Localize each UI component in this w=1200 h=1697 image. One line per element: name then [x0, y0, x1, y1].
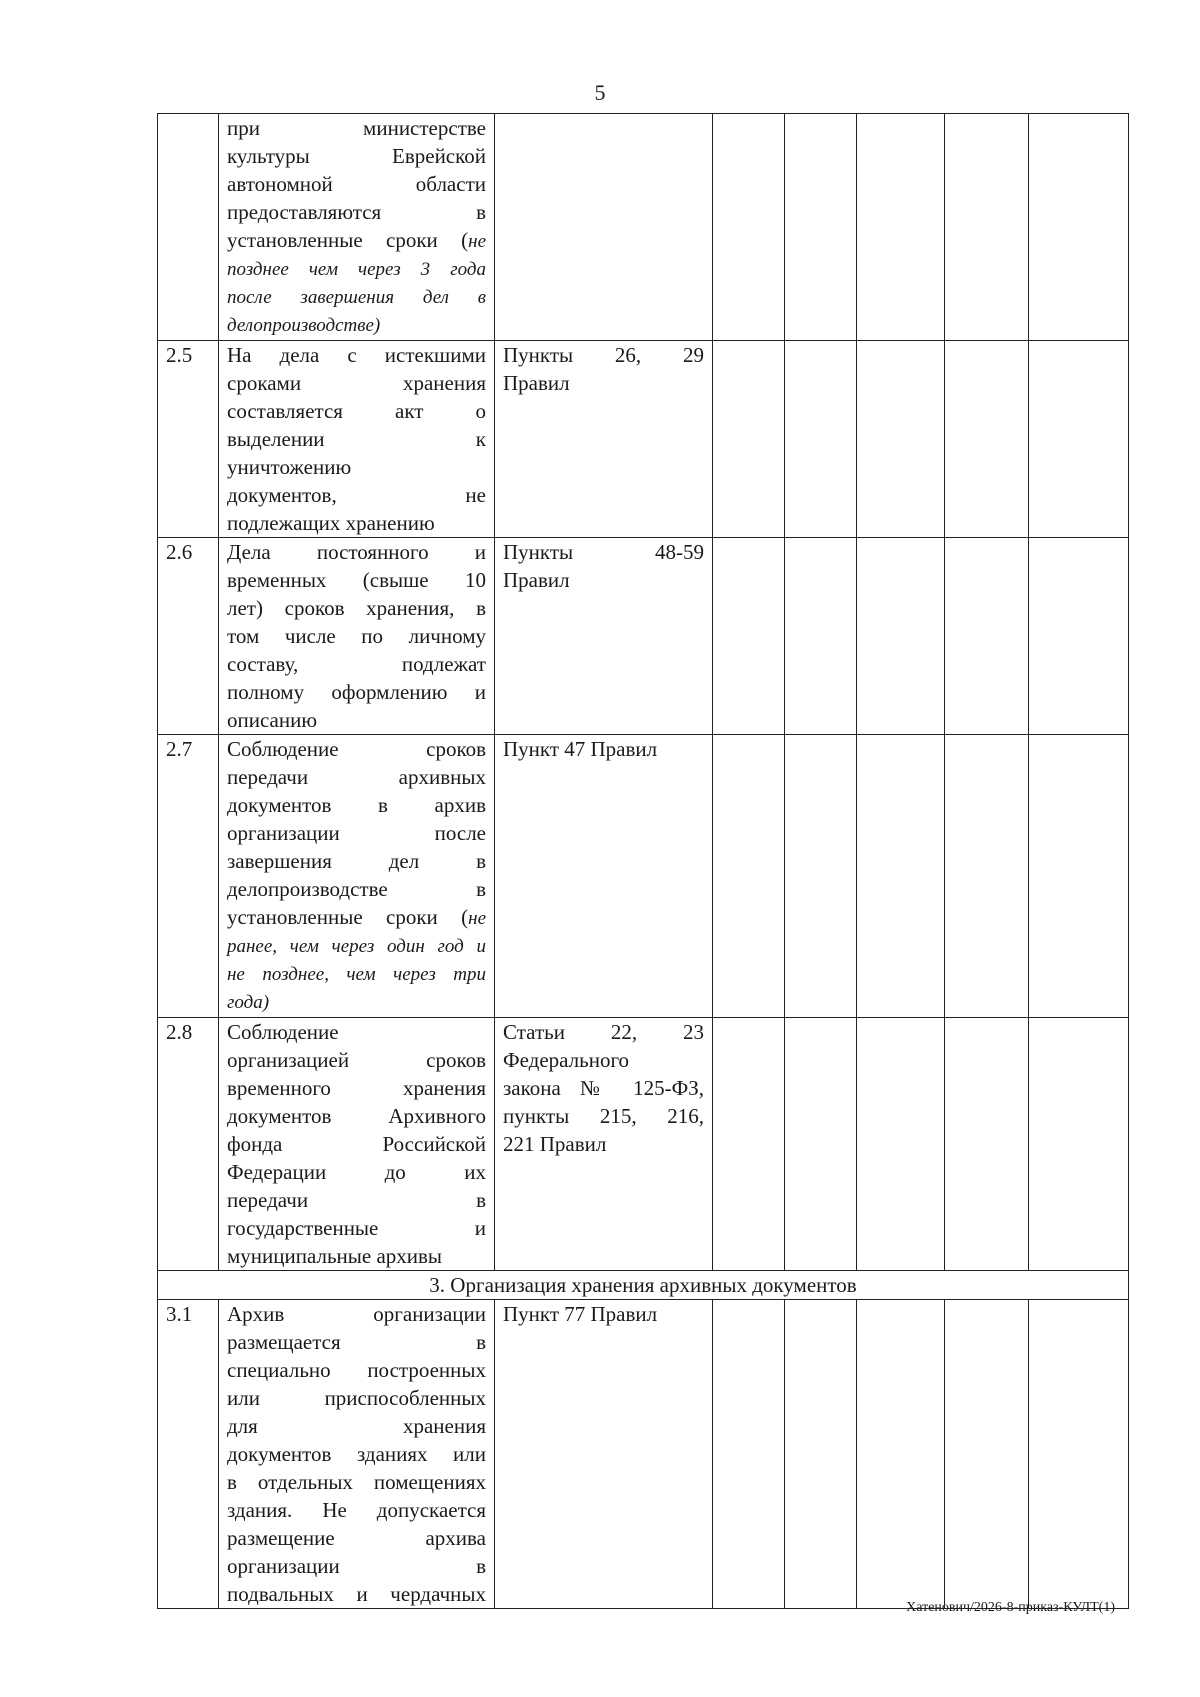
text-line: размещение архива [227, 1526, 486, 1550]
table-row [158, 114, 1129, 341]
text-line: организации в [227, 1554, 486, 1578]
text-line: передачи в [227, 1188, 486, 1212]
text-line: описанию [227, 708, 318, 732]
empty-answer-cell [945, 114, 1029, 341]
empty-answer-cell [1029, 735, 1129, 1018]
text-line: подвальных и чердачных [227, 1582, 486, 1606]
empty-answer-cell [1029, 1300, 1129, 1609]
text-line: ранее, чем через один год и [227, 936, 486, 957]
section-heading: 3. Организация хранения архивных документов [158, 1271, 1129, 1300]
text-line: специально построенных [227, 1358, 486, 1382]
text-line: временных (свыше 10 [227, 568, 486, 592]
text-line: Статьи 22, 23 [503, 1020, 704, 1044]
text-line: автономной области [227, 172, 486, 196]
text-line: организацией сроков [227, 1048, 486, 1072]
empty-answer-cell [785, 538, 857, 735]
text-line: установленные сроки (не [227, 228, 486, 252]
table-body [158, 114, 1129, 1609]
table-row [158, 1300, 1129, 1609]
legal-reference-cell [495, 341, 713, 538]
text-line: лет) сроков хранения, в [227, 596, 486, 620]
empty-answer-cell [785, 735, 857, 1018]
text-line: 221 Правил [503, 1132, 607, 1156]
text-line: Пункт 77 Правил [503, 1302, 658, 1326]
text-line: подлежащих хранению [227, 511, 435, 535]
text-line: документов, не [227, 483, 486, 507]
requirement-cell [219, 538, 495, 735]
item-number-cell [158, 114, 219, 341]
text-line: передачи архивных [227, 765, 486, 789]
item-number-cell: 2.6 [158, 538, 219, 735]
text-line: культуры Еврейской [227, 144, 486, 168]
empty-answer-cell [945, 341, 1029, 538]
item-number-cell: 3.1 [158, 1300, 219, 1609]
empty-answer-cell [945, 1018, 1029, 1271]
text-line: составляется акт о [227, 399, 486, 423]
text-line: том числе по личному [227, 624, 486, 648]
empty-answer-cell [785, 114, 857, 341]
text-line: размещается в [227, 1330, 486, 1354]
section-heading-row [158, 1271, 1129, 1300]
text-line: уничтожению [227, 455, 352, 479]
text-line: при министерстве [227, 116, 486, 140]
text-line: или приспособленных [227, 1386, 486, 1410]
text-line: На дела с истекшими [227, 343, 486, 367]
empty-answer-cell [857, 341, 945, 538]
text-line: закона № 125-ФЗ, [503, 1076, 704, 1100]
text-line: Архив организации [227, 1302, 486, 1326]
empty-answer-cell [857, 114, 945, 341]
text-line: Пункты 48-59 [503, 540, 704, 564]
requirement-cell [219, 735, 495, 1018]
text-line: муниципальные архивы [227, 1244, 443, 1268]
empty-answer-cell [713, 1018, 785, 1271]
text-line: государственные и [227, 1216, 486, 1240]
text-line: пункты 215, 216, [503, 1104, 704, 1128]
text-line: Дела постоянного и [227, 540, 486, 564]
empty-answer-cell [857, 538, 945, 735]
text-line: Правил [503, 568, 570, 592]
text-line: делопроизводстве в [227, 877, 486, 901]
legal-reference-cell [495, 735, 713, 1018]
text-line: выделении к [227, 427, 486, 451]
empty-answer-cell [857, 735, 945, 1018]
requirement-cell [219, 114, 495, 341]
item-number-cell: 2.5 [158, 341, 219, 538]
text-line: организации после [227, 821, 486, 845]
text-line: временного хранения [227, 1076, 486, 1100]
text-line: года) [227, 992, 270, 1013]
empty-answer-cell [713, 341, 785, 538]
table-row [158, 1018, 1129, 1271]
table-row [158, 538, 1129, 735]
empty-answer-cell [713, 735, 785, 1018]
text-line: после завершения дел в [227, 287, 486, 308]
text-line: Федерации до их [227, 1160, 486, 1184]
text-line: фонда Российской [227, 1132, 486, 1156]
text-line: составу, подлежат [227, 652, 486, 676]
footer-file-code: Хатенович/2026-8-приказ-КУЛТ(1) [906, 1600, 1115, 1615]
text-line: документов зданиях или [227, 1442, 486, 1466]
text-line: документов в архив [227, 793, 486, 817]
text-line: завершения дел в [227, 849, 486, 873]
empty-answer-cell [785, 341, 857, 538]
text-line: установленные сроки (не [227, 905, 486, 929]
legal-reference-cell [495, 1300, 713, 1609]
text-line: Пункты 26, 29 [503, 343, 704, 367]
table-row [158, 735, 1129, 1018]
requirement-cell [219, 1300, 495, 1609]
empty-answer-cell [1029, 114, 1129, 341]
text-line: здания. Не допускается [227, 1498, 486, 1522]
empty-answer-cell [945, 735, 1029, 1018]
empty-answer-cell [945, 538, 1029, 735]
empty-answer-cell [713, 538, 785, 735]
requirement-cell [219, 341, 495, 538]
text-line: Соблюдение сроков [227, 737, 486, 761]
text-line: сроками хранения [227, 371, 486, 395]
text-line: позднее чем через 3 года [227, 259, 486, 280]
text-line: Правил [503, 371, 570, 395]
item-number-cell: 2.8 [158, 1018, 219, 1271]
text-line: для хранения [227, 1414, 486, 1438]
text-line: в отдельных помещениях [227, 1470, 486, 1494]
empty-answer-cell [1029, 538, 1129, 735]
text-line: документов Архивного [227, 1104, 486, 1128]
text-line: Соблюдение [227, 1020, 339, 1044]
checklist-table [157, 113, 1129, 1609]
legal-reference-cell [495, 114, 713, 341]
text-line: Пункт 47 Правил [503, 737, 658, 761]
legal-reference-cell [495, 1018, 713, 1271]
empty-answer-cell [1029, 1018, 1129, 1271]
text-line: делопроизводстве) [227, 315, 381, 336]
empty-answer-cell [1029, 341, 1129, 538]
text-line: не позднее, чем через три [227, 964, 486, 985]
text-line: предоставляются в [227, 200, 486, 224]
text-line: полному оформлению и [227, 680, 486, 704]
item-number-cell: 2.7 [158, 735, 219, 1018]
text-line: Федерального [503, 1048, 630, 1072]
empty-answer-cell [785, 1018, 857, 1271]
empty-answer-cell [857, 1300, 945, 1609]
empty-answer-cell [713, 114, 785, 341]
empty-answer-cell [857, 1018, 945, 1271]
empty-answer-cell [713, 1300, 785, 1609]
table-row [158, 341, 1129, 538]
requirement-cell [219, 1018, 495, 1271]
empty-answer-cell [785, 1300, 857, 1609]
legal-reference-cell [495, 538, 713, 735]
empty-answer-cell [945, 1300, 1029, 1609]
page-number: 5 [594, 80, 606, 105]
